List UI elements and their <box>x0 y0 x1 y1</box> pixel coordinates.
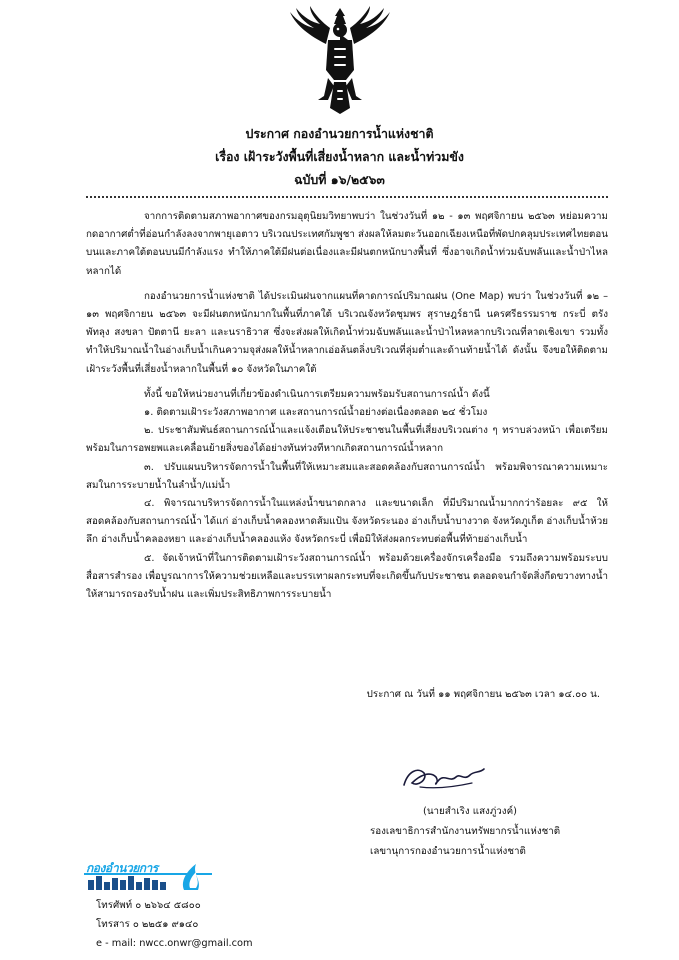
paragraph-assessment: กองอำนวยการน้ำแห่งชาติ ได้ประเมินฝนจากแผนที่คาดการณ์ปริมาณฝน (One Map) พบว่า ในช่วงวันที่ ๑๒ – ๑๓ พฤศจิกายน ๒๕๖๓ จะมีฝนตกหนักมากในพื้นที่ภาคใต้ บริเวณจังหวัดชุมพร สุราษฎร์ธานี นครศรีธรรมราช กระบี่ ตรัง พัทลุง สงขลา ปัตตานี ยะลา และนราธิวาส ซึ่งจะส่งผลให้เกิดน้ำท่วมฉับพลันและน้ำป่าไหลหลากบริเวณที่ลาดเชิงเขา รวมทั้งทำให้ปริมาณน้ำในอ่างเก็บน้ำเกินความจุส่งผลให้น้ำหลากเอ่อล้นตลิ่งบริเวณที่ลุ่มต่ำและด้านท้ายน้ำได้ ดังนั้น จึงขอให้ติดตามเฝ้าระวังพื้นที่เสี่ยงน้ำหลากในพื้นที่ ๑๐ จังหวัดในภาคใต้ <box>86 290 608 375</box>
announcement-date: ประกาศ ณ วันที่ ๑๑ พฤศจิกายน ๒๕๖๓ เวลา ๑๔.๐๐ น. <box>366 689 600 700</box>
list-item: ๔. พิจารณาบริหารจัดการน้ำในแหล่งน้ำขนาดกลาง และขนาดเล็ก ที่มีปริมาณน้ำมากกว่าร้อยละ ๙๕ ให้สอดคล้องกับสถานการณ์น้ำ ได้แก่ อ่างเก็บน้ำคลองหาดส้มแป้น จังหวัดระนอง อ่างเก็บน้ำบางวาด จังหวัดภูเก็ต อ่างเก็บน้ำห้วยลึก อ่างเก็บน้ำคลองหยา และอ่างเก็บน้ำคลองแห้ง จังหวัดกระบี่ เพื่อมิให้ส่งผลกระทบต่อพื้นที่ท้ายอ่างเก็บน้ำ <box>86 498 608 546</box>
announcement-subject: เรื่อง เฝ้าระวังพื้นที่เสี่ยงน้ำหลาก และน้ำท่วมขัง <box>215 149 464 164</box>
announcement-body <box>86 208 608 604</box>
fax-number: โทรสาร ๐ ๒๒๕๑ ๙๑๔๐ <box>96 919 199 930</box>
signatory-role: เลขานุการกองอำนวยการน้ำแห่งชาติ <box>370 846 526 857</box>
list-item: ๑. ติดตามเฝ้าระวังสภาพอากาศ และสถานการณ์น้ำอย่างต่อเนื่องตลอด ๒๔ ชั่วโมง <box>144 407 488 419</box>
contact-info <box>96 896 253 953</box>
list-item: ๒. ประชาสัมพันธ์สถานการณ์น้ำและแจ้งเตือนให้ประชาชนในพื้นที่เสี่ยงบริเวณต่าง ๆ ทราบล่วงหน้า เพื่อเตรียมพร้อมในการอพยพและเคลื่อนย้ายสิ่งของได้อย่างทันท่วงทีหากเกิดสถานการณ์น้ำหลาก <box>86 425 608 455</box>
title-block <box>0 122 679 191</box>
handwritten-signature <box>400 763 486 793</box>
logo-wordmark: กองอำนวยการ <box>86 861 158 875</box>
signatory-name: (นายสำเริง แสงภู่วงค์) <box>423 806 517 817</box>
signatory-position: รองเลขาธิการสำนักงานทรัพยากรน้ำแห่งชาติ <box>370 826 561 837</box>
announcement-title: ประกาศ กองอำนวยการน้ำแห่งชาติ <box>245 126 434 141</box>
nwcc-logo <box>84 856 212 892</box>
issue-number: ฉบับที่ ๑๖/๒๕๖๓ <box>294 172 385 187</box>
paragraph-weather: จากการติดตามสภาพอากาศของกรมอุตุนิยมวิทยาพบว่า ในช่วงวันที่ ๑๒ - ๑๓ พฤศจิกายน ๒๕๖๓ หย่อมความกดอากาศต่ำที่อ่อนกำลังลงจากพายุเอตาว บริเวณประเทศกัมพูชา ส่งผลให้ลมตะวันออกเฉียงเหนือที่พัดปกคลุมประเทศไทยตอนบนและภาคใต้ตอนบนมีกำลังแรง ทำให้ภาคใต้มีฝนต่อเนื่องและมีฝนตกหนักบางพื้นที่ ซึ่งอาจเกิดน้ำท่วมฉับพลันและน้ำป่าไหลหลากได้ <box>86 211 608 277</box>
email-address: e - mail: nwcc.onwr@gmail.com <box>96 938 253 949</box>
phone-number: โทรศัพท์ ๐ ๒๖๖๔ ๕๘๐๐ <box>96 900 201 911</box>
dotted-divider <box>86 196 608 198</box>
list-item: ๕. จัดเจ้าหน้าที่ในการติดตามเฝ้าระวังสถานการณ์น้ำ พร้อมด้วยเครื่องจักรเครื่องมือ รวมถึงความพร้อมระบบสื่อสารสำรอง เพื่อบูรณาการให้ความช่วยเหลือและบรรเทาผลกระทบที่จะเกิดขึ้นกับประชาชน ตลอดจนกำจัดสิ่งกีดขวางทางน้ำให้สามารถรองรับน้ำฝน และเพิ่มประสิทธิภาพการระบายน้ำ <box>86 552 608 601</box>
paragraph-intro: ทั้งนี้ ขอให้หน่วยงานที่เกี่ยวข้องดำเนินการเตรียมความพร้อมรับสถานการณ์น้ำ ดังนี้ <box>144 388 490 400</box>
garuda-emblem <box>288 4 392 116</box>
signatory-block <box>370 802 570 862</box>
list-item: ๓. ปรับแผนบริหารจัดการน้ำในพื้นที่ให้เหมาะสมและสอดคล้องกับสถานการณ์น้ำ พร้อมพิจารณาความเหมาะสมในการระบายน้ำในลำน้ำ/แม่น้ำ <box>86 461 608 491</box>
